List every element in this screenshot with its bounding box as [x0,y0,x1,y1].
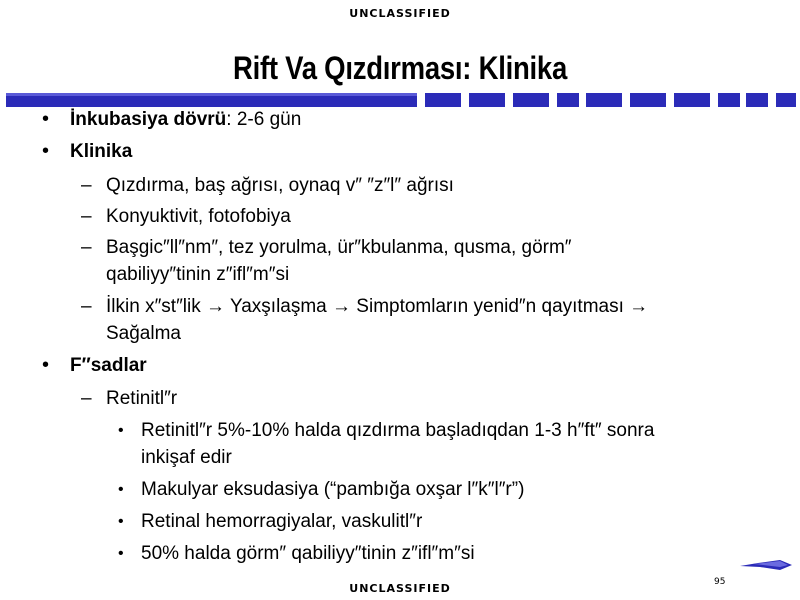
sub-bullet-text: İlkin x″st″lik → Yaxşılaşma → Simptomların yenid″n qayıtması → [106,296,649,317]
arrow-logo-icon [740,555,792,575]
dash-marker: – [81,388,92,409]
sub-sub-bullet-text: inkişaf edir [141,447,232,468]
title-divider-bar [6,93,796,107]
bullet-dot: • [118,513,124,530]
bullet-dot: • [42,140,50,162]
bullet-dot: • [42,108,50,130]
slide-title: Rift Va Qızdırması: Klinika [232,50,568,86]
bullet-dot: • [118,422,124,439]
sub-bullet-text: qabiliyy″tinin z″ifl″m″si [106,264,290,285]
classification-banner-top: UNCLASSIFIED [349,7,451,20]
bullet-label: İnkubasiya dövrü [70,109,227,130]
dash-marker: – [81,175,92,196]
bullet-label: Klinika [70,141,133,162]
classification-banner-bottom: UNCLASSIFIED [349,582,451,595]
dash-marker: – [81,206,92,227]
bullet-dot: • [118,545,124,562]
sub-sub-bullet-text: 50% halda görm″ qabiliyy″tinin z″ifl″m″si [141,543,475,564]
bullet-text: : 2-6 gün [226,109,302,130]
sub-sub-bullet-text: Retinitl″r 5%-10% halda qızdırma başladıqdan 1-3 h″ft″ sonra [141,420,655,441]
page-number: 95 [714,577,726,587]
sub-sub-bullet-text: Makulyar eksudasiya (“pambığa oxşar l″k″l″r”) [141,479,525,500]
sub-sub-bullet-text: Retinal hemorragiyalar, vaskulitl″r [141,511,423,532]
sub-bullet-text: Retinitl″r [106,388,178,409]
sub-bullet-text: Sağalma [106,323,181,344]
sub-bullet-text: Konyuktivit, fotofobiya [106,206,291,227]
bullet-label: F″sadlar [70,355,147,376]
sub-bullet-text: Başgic″ll″nm″, tez yorulma, ür″kbulanma, qusma, görm″ [106,237,572,258]
bullet-dot: • [118,481,124,498]
bullet-dot: • [42,354,50,376]
dash-marker: – [81,237,92,258]
dash-marker: – [81,296,92,317]
sub-bullet-text: Qızdırma, baş ağrısı, oynaq v″ ″z″l″ ağrısı [106,175,454,196]
